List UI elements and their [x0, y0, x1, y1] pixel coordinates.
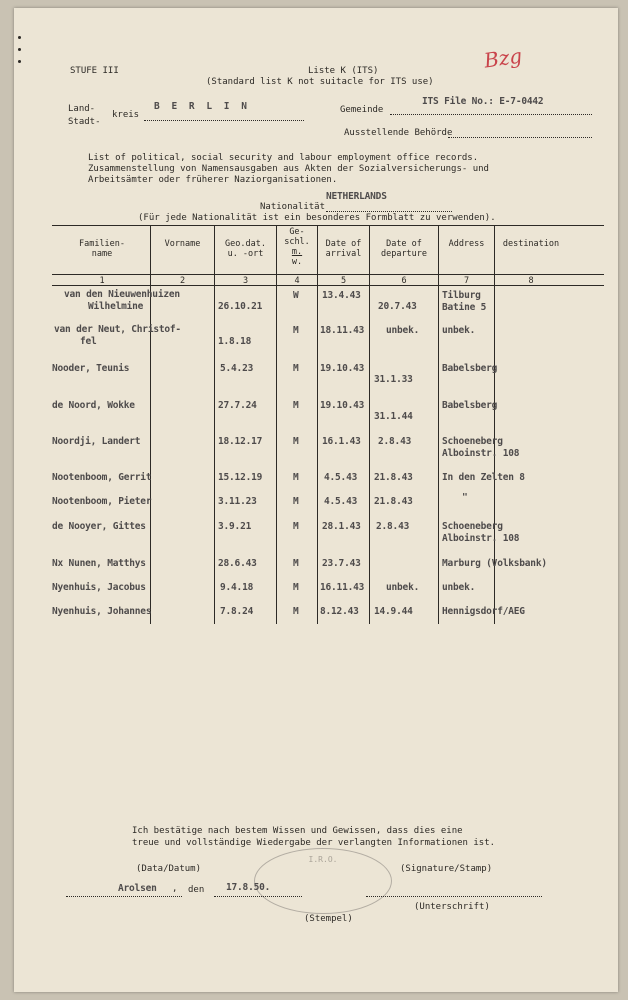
cell-address: unbek.: [442, 325, 476, 336]
intro-line-3: Arbeitsämter oder früherer Naziorganisationen.: [88, 175, 338, 185]
col-number: 1: [99, 276, 105, 286]
cell-address: unbek.: [442, 582, 476, 593]
header-familienname-line1: Familien-: [78, 239, 126, 249]
cell-address: Babelsberg: [442, 363, 498, 374]
cell-address: Babelsberg: [442, 400, 498, 411]
place-dotted-line: [66, 896, 182, 897]
cell-departure: unbek.: [386, 582, 420, 593]
cell-sex: M: [293, 363, 299, 374]
header-familienname: [54, 239, 150, 259]
document-sheet: [14, 8, 618, 992]
cell-birth: 5.4.23: [220, 363, 254, 374]
cell-sex: W: [293, 290, 299, 301]
gemeinde-dotted-line: [390, 114, 592, 115]
form-title: Liste K (ITS): [308, 66, 379, 76]
behoerde-dotted-line: [448, 137, 592, 138]
header-destination: destination: [502, 239, 560, 249]
cell-departure: 14.9.44: [374, 606, 413, 617]
cell-sex: M: [293, 606, 299, 617]
cell-birth: 9.4.18: [220, 582, 254, 593]
cell-birth: 28.6.43: [218, 558, 257, 569]
header-geschlecht-line2: schl.: [284, 237, 310, 247]
cell-arrival: 8.12.43: [320, 606, 359, 617]
cell-arrival: 28.1.43: [322, 521, 361, 532]
header-geschlecht: [277, 227, 317, 267]
cell-departure: 2.8.43: [378, 436, 412, 447]
intro-line-2: Zusammenstellung von Namensausgaben aus Akten der Sozialversicherungs- und: [88, 164, 489, 174]
kreis-value: B E R L I N: [154, 101, 250, 112]
header-geburt: [215, 239, 276, 259]
header-familienname-line2: name: [91, 249, 113, 259]
header-departure: [370, 239, 438, 259]
cell-sex: M: [293, 521, 299, 532]
cell-sex: M: [293, 400, 299, 411]
cell-name: Nyenhuis, Jacobus: [52, 582, 146, 593]
form-subtitle: (Standard list K not suitacle for ITS use): [206, 77, 434, 87]
col-number: 2: [179, 276, 186, 286]
cell-sex: M: [293, 436, 299, 447]
cell-departure: 31.1.33: [374, 374, 413, 385]
cell-arrival: 18.11.43: [320, 325, 365, 336]
header-geschlecht-m: m.: [291, 247, 303, 257]
header-arrival: [318, 239, 369, 259]
cell-destination: Alboinstr. 108: [442, 533, 520, 544]
binder-hole: [18, 48, 21, 51]
cell-sex: M: [293, 472, 299, 483]
cell-departure: unbek.: [386, 325, 420, 336]
header-arrival-line1: Date of: [325, 239, 362, 249]
place-value: Arolsen: [118, 883, 157, 894]
cell-departure: 21.8.43: [374, 496, 413, 507]
cell-arrival: 16.11.43: [320, 582, 365, 593]
nationality-label: Nationalität: [260, 202, 326, 212]
col-number: 3: [242, 276, 249, 286]
header-departure-line2: departure: [380, 249, 428, 259]
header-geburt-line2: u. -ort: [227, 249, 264, 259]
binder-hole: [18, 60, 21, 63]
cell-address: Marburg (Volksbank): [442, 558, 547, 569]
cell-address: In den Zelten 8: [442, 472, 525, 483]
kreis-dotted-line: [144, 120, 304, 121]
cell-arrival: 19.10.43: [320, 363, 365, 374]
confirm-line-1: Ich bestätige nach bestem Wissen und Gewissen, dass dies eine: [132, 826, 463, 836]
its-file-number: ITS File No.: E-7-0442: [422, 96, 544, 107]
signature-dotted-line: [366, 896, 542, 897]
cell-destination: Batine 5: [442, 302, 487, 313]
gemeinde-label: Gemeinde: [340, 105, 384, 115]
nationality-value: NETHERLANDS: [326, 191, 387, 202]
date-dotted-line: [214, 896, 302, 897]
header-address: Address: [448, 239, 485, 249]
cell-birth: 26.10.21: [218, 301, 263, 312]
header-geburt-line1: Geo.dat.: [225, 239, 266, 249]
cell-departure: 2.8.43: [376, 521, 410, 532]
cell-address: Schoeneberg: [442, 521, 503, 532]
cell-destination: Alboinstr. 108: [442, 448, 520, 459]
header-geschlecht-line1: Ge-: [289, 227, 305, 237]
cell-address: Tilburg: [442, 290, 481, 301]
cell-name: Nootenboom, Gerrit: [52, 472, 152, 483]
land-label: Land-: [68, 104, 96, 114]
stufe-label: STUFE III: [70, 66, 119, 76]
behoerde-label: Ausstellende Behörde: [344, 128, 453, 138]
date-label: (Data/Datum): [136, 864, 202, 874]
cell-vorname: Wilhelmine: [88, 301, 144, 312]
cell-name: Nootenboom, Pieter: [52, 496, 152, 507]
cell-departure: 20.7.43: [378, 301, 417, 312]
col-number: 8: [528, 276, 534, 286]
cell-address: Hennigsdorf/AEG: [442, 606, 525, 617]
cell-name: Nooder, Teunis: [52, 363, 130, 374]
cell-name: Nyenhuis, Johannes: [52, 606, 152, 617]
cell-arrival: 23.7.43: [322, 558, 361, 569]
unterschrift-label: (Unterschrift): [414, 902, 490, 912]
cell-arrival: 4.5.43: [324, 496, 358, 507]
binder-hole: [18, 36, 21, 39]
cell-name: Noordji, Landert: [52, 436, 141, 447]
place-comma: ,: [172, 884, 178, 894]
cell-birth: 18.12.17: [218, 436, 263, 447]
col-number: 4: [294, 276, 300, 286]
cell-name: Nx Nunen, Matthys: [52, 558, 146, 569]
col-number: 6: [401, 276, 407, 286]
cell-birth: 15.12.19: [218, 472, 263, 483]
col-number: 5: [340, 276, 347, 286]
stempel-label: (Stempel): [304, 914, 353, 924]
stadt-label: Stadt-: [68, 117, 101, 127]
cell-sex: M: [293, 558, 299, 569]
cell-vorname: fel: [80, 336, 97, 347]
date-value: 17.8.50.: [226, 882, 271, 893]
cell-name: van der Neut, Christof-: [54, 324, 181, 335]
intro-line-1: List of political, social security and labour employment office records.: [88, 153, 479, 163]
den-label: den: [188, 885, 205, 895]
cell-birth: 3.9.21: [218, 521, 252, 532]
cell-address: Schoeneberg: [442, 436, 503, 447]
cell-address: ": [462, 492, 468, 503]
cell-birth: 1.8.18: [218, 336, 252, 347]
cell-departure: 31.1.44: [374, 411, 413, 422]
header-vorname: Vorname: [164, 239, 201, 249]
cell-departure: 21.8.43: [374, 472, 413, 483]
handwritten-note: Bzg: [482, 43, 524, 73]
cell-name: van den Nieuwenhuizen: [64, 289, 180, 300]
cell-sex: M: [293, 496, 299, 507]
header-arrival-line2: arrival: [325, 249, 362, 259]
cell-arrival: 19.10.43: [320, 400, 365, 411]
iro-stamp: [254, 848, 392, 914]
stamp-text: I.R.O.: [308, 855, 338, 864]
confirm-line-2: treue und vollständige Wiedergabe der verlangten Informationen ist.: [132, 838, 496, 848]
table-header-rule: [52, 274, 604, 275]
col-number: 7: [463, 276, 470, 286]
signature-label: (Signature/Stamp): [400, 864, 493, 874]
cell-name: de Nooyer, Gittes: [52, 521, 146, 532]
cell-sex: M: [293, 582, 299, 593]
cell-birth: 27.7.24: [218, 400, 257, 411]
nationality-note: (Für jede Nationalität ist ein besonderes Formblatt zu verwenden).: [138, 213, 496, 223]
table-top-rule: [52, 225, 604, 226]
cell-birth: 7.8.24: [220, 606, 254, 617]
cell-arrival: 13.4.43: [322, 290, 361, 301]
cell-birth: 3.11.23: [218, 496, 257, 507]
nationality-dotted-line: [326, 211, 452, 212]
header-departure-line1: Date of: [386, 239, 422, 249]
kreis-label: kreis: [112, 110, 140, 120]
header-geschlecht-w: w.: [291, 257, 303, 267]
cell-arrival: 4.5.43: [324, 472, 358, 483]
cell-name: de Noord, Wokke: [52, 400, 135, 411]
cell-arrival: 16.1.43: [322, 436, 361, 447]
cell-sex: M: [293, 325, 299, 336]
